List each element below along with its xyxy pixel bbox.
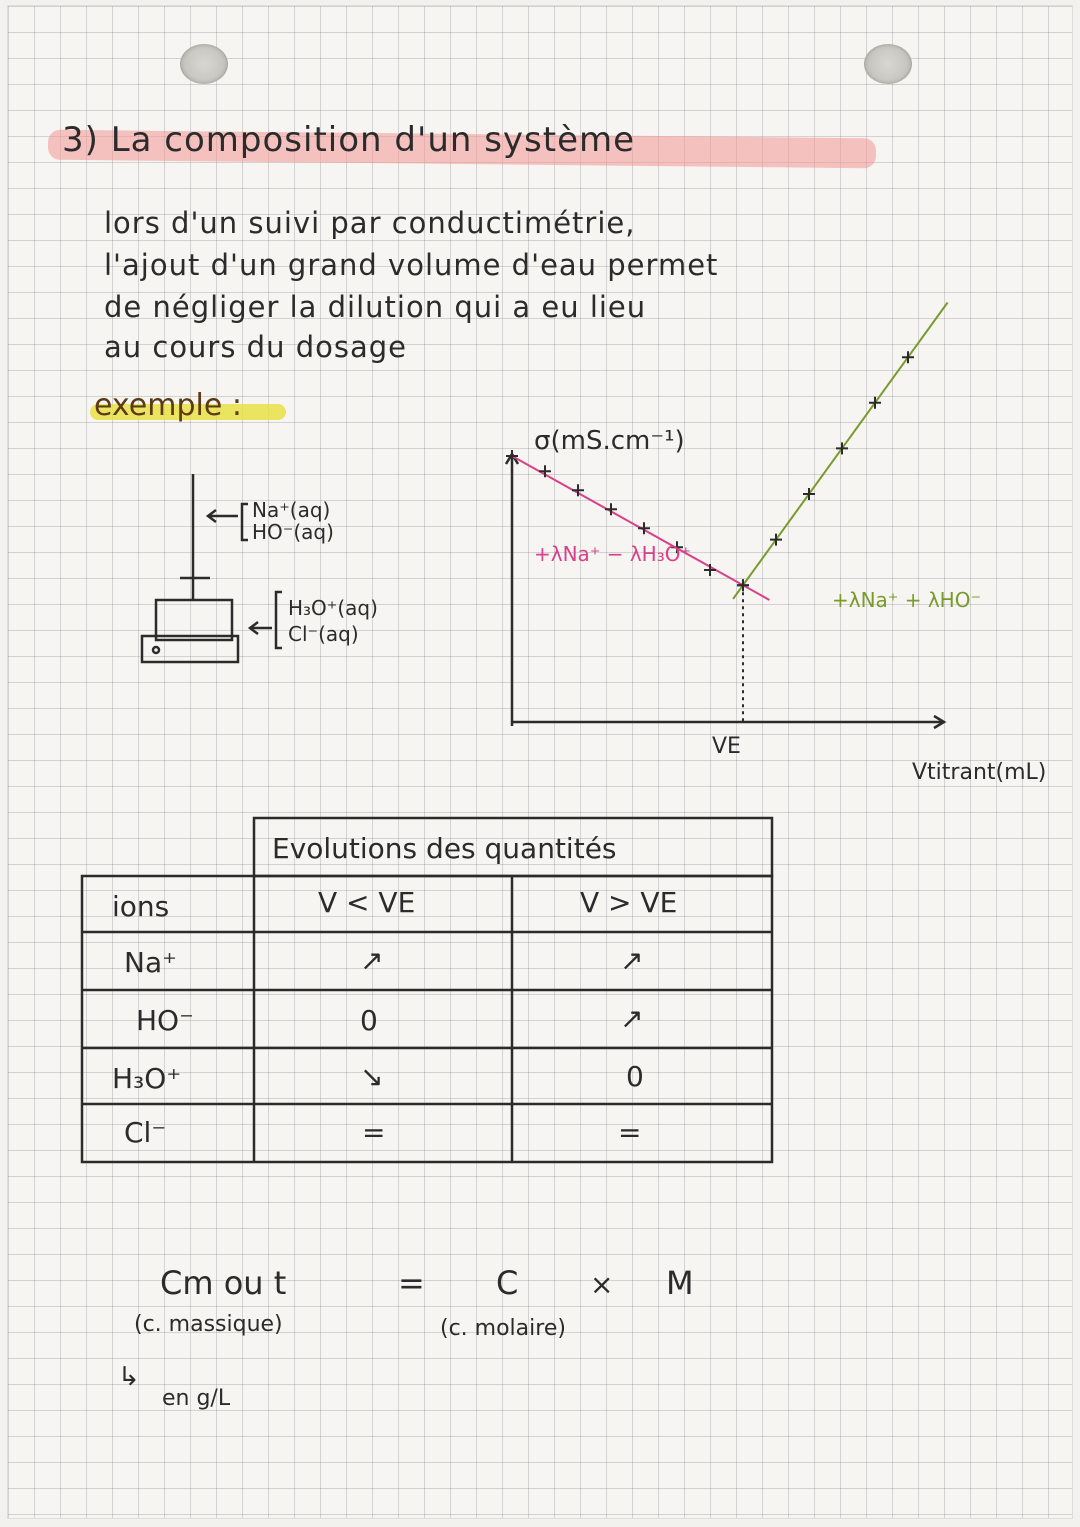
formula-unit-note: en g/L (162, 1386, 231, 1411)
burette-ion-1: Na⁺(aq) (252, 498, 331, 522)
table-header-after-ve: V > VE (580, 886, 678, 919)
formula-times: × (590, 1268, 614, 1301)
table-header-ions: ions (112, 890, 170, 923)
table-row-before: = (362, 1116, 386, 1149)
beaker-ion-1: H₃O⁺(aq) (288, 596, 378, 620)
x-marker-label: VE (712, 734, 741, 759)
x-axis-label: Vtitrant(mL) (912, 760, 1047, 785)
formula-m: M (666, 1264, 694, 1302)
formula-lhs: Cm ou t (160, 1264, 287, 1302)
paragraph-line-3: de négliger la dilution qui a eu lieu (104, 290, 647, 324)
table-row-after: ↗ (620, 1002, 644, 1035)
example-label: exemple : (94, 388, 242, 423)
table-row-ion: Na⁺ (124, 946, 177, 979)
table-row-before: 0 (360, 1004, 378, 1037)
table-row-ion: Cl⁻ (124, 1116, 167, 1149)
section-title: 3) La composition d'un système (62, 120, 636, 160)
table-row-ion: HO⁻ (136, 1004, 194, 1037)
formula-equals: = (398, 1264, 425, 1302)
unit-arrow-icon: ↳ (118, 1362, 140, 1392)
table-row-after: ↗ (620, 944, 644, 977)
table-row-after: 0 (626, 1060, 644, 1093)
table-header-before-ve: V < VE (318, 886, 416, 919)
formula-c: C (496, 1264, 519, 1302)
formula-rhs-note: (c. molaire) (440, 1316, 566, 1341)
series-2-label: +λNa⁺ + λHO⁻ (832, 588, 982, 612)
y-axis-label: σ(mS.cm⁻¹) (534, 426, 685, 456)
table-group-header: Evolutions des quantités (272, 832, 617, 865)
formula-lhs-note: (c. massique) (134, 1312, 283, 1337)
paragraph-line-2: l'ajout d'un grand volume d'eau permet (104, 248, 719, 282)
table-row-before: ↘ (360, 1060, 384, 1093)
table-row-before: ↗ (360, 944, 384, 977)
burette-ion-2: HO⁻(aq) (252, 520, 334, 544)
paragraph-line-4: au cours du dosage (104, 330, 407, 364)
paragraph-line-1: lors d'un suivi par conductimétrie, (104, 206, 636, 240)
table-row-after: = (618, 1116, 642, 1149)
beaker-ion-2: Cl⁻(aq) (288, 622, 359, 646)
table-row-ion: H₃O⁺ (112, 1062, 182, 1095)
series-1-label: +λNa⁺ − λH₃O⁺ (534, 542, 692, 566)
